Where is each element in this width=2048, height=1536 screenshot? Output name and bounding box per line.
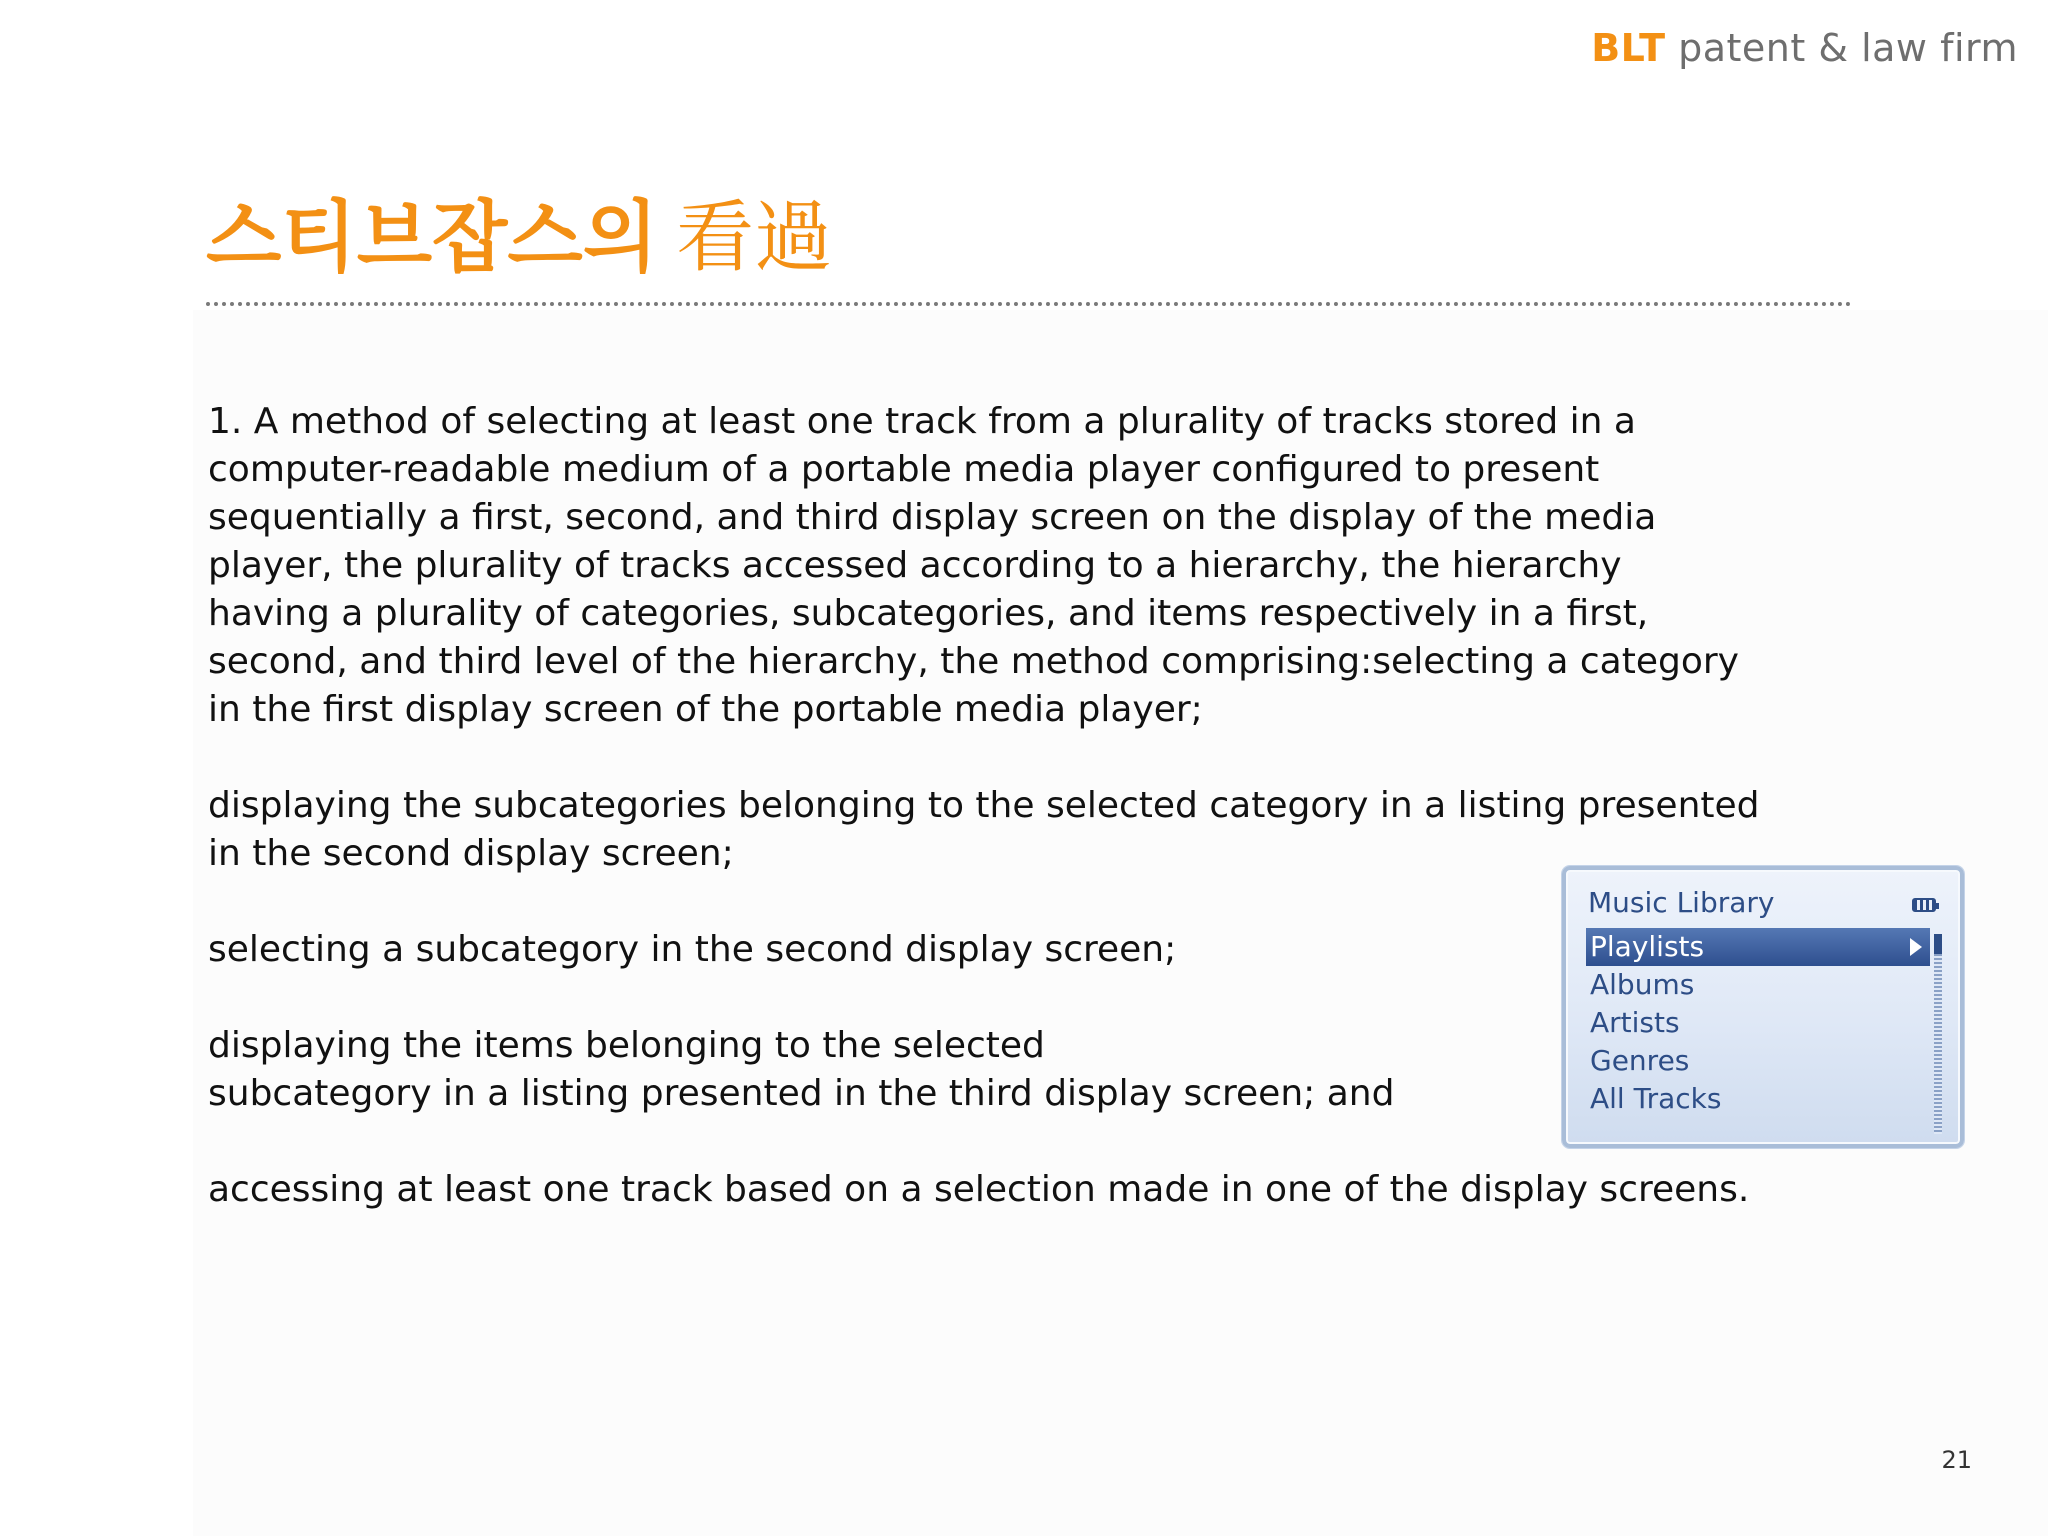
player-menu-item-artists [1586, 1004, 1930, 1042]
claim-step-line: selecting a subcategory in the second display screen; [208, 929, 1177, 970]
player-scroll-thumb [1934, 934, 1942, 954]
title-hanja: 看過 [676, 193, 833, 283]
page-number: 21 [1941, 1446, 1972, 1474]
claim-line: having a plurality of categories, subcategories, and items respectively in a first, [208, 593, 1649, 634]
player-menu-item-all-tracks [1586, 1080, 1930, 1118]
player-scrollbar [1934, 934, 1942, 1134]
claim-step-line: subcategory in a listing presented in the third display screen; and [208, 1073, 1395, 1114]
title-hangul: 스티브잡스의 [206, 193, 659, 283]
player-menu-item-genres [1586, 1042, 1930, 1080]
claim-step-display-subcategories [208, 782, 1760, 878]
claim-step-display-items [208, 1022, 1760, 1118]
player-menu-label: Genres [1590, 1044, 1690, 1077]
claim-step-select-subcategory [208, 926, 1760, 974]
page-title [206, 193, 833, 283]
claim-line: in the first display screen of the portable media player; [208, 689, 1203, 730]
claim-line: 1. A method of selecting at least one track from a plurality of tracks stored in a [208, 401, 1636, 442]
title-divider [206, 302, 1852, 306]
battery-icon [1912, 898, 1936, 912]
brand-accent-text: BLT [1591, 26, 1666, 70]
claim-line: player, the plurality of tracks accessed according to a hierarchy, the hierarchy [208, 545, 1622, 586]
player-menu-label: Artists [1590, 1006, 1680, 1039]
brand-rest-text: patent & law firm [1678, 26, 2018, 70]
claim-preamble [208, 398, 1760, 734]
player-menu-item-playlists [1586, 928, 1930, 966]
claim-step-line: displaying the subcategories belonging to the selected category in a listing presented [208, 785, 1760, 826]
player-menu [1586, 928, 1930, 1118]
chevron-right-icon [1910, 938, 1922, 956]
claim-text [208, 398, 1760, 1262]
claim-line: sequentially a first, second, and third display screen on the display of the media [208, 497, 1657, 538]
media-player-screenshot [1562, 866, 1964, 1148]
player-menu-label: Playlists [1590, 930, 1705, 963]
player-menu-label: All Tracks [1590, 1082, 1722, 1115]
claim-step-line: accessing at least one track based on a selection made in one of the display screens. [208, 1169, 1750, 1210]
claim-line: computer-readable medium of a portable media player configured to present [208, 449, 1600, 490]
player-header: Music Library [1588, 886, 1775, 919]
claim-step-access-track [208, 1166, 1760, 1214]
player-menu-item-albums [1586, 966, 1930, 1004]
player-menu-label: Albums [1590, 968, 1695, 1001]
claim-step-line: displaying the items belonging to the selected [208, 1025, 1045, 1066]
claim-step-line: in the second display screen; [208, 833, 734, 874]
claim-line: second, and third level of the hierarchy, the method comprising:selecting a category [208, 641, 1739, 682]
brand-logo [1591, 26, 2018, 70]
